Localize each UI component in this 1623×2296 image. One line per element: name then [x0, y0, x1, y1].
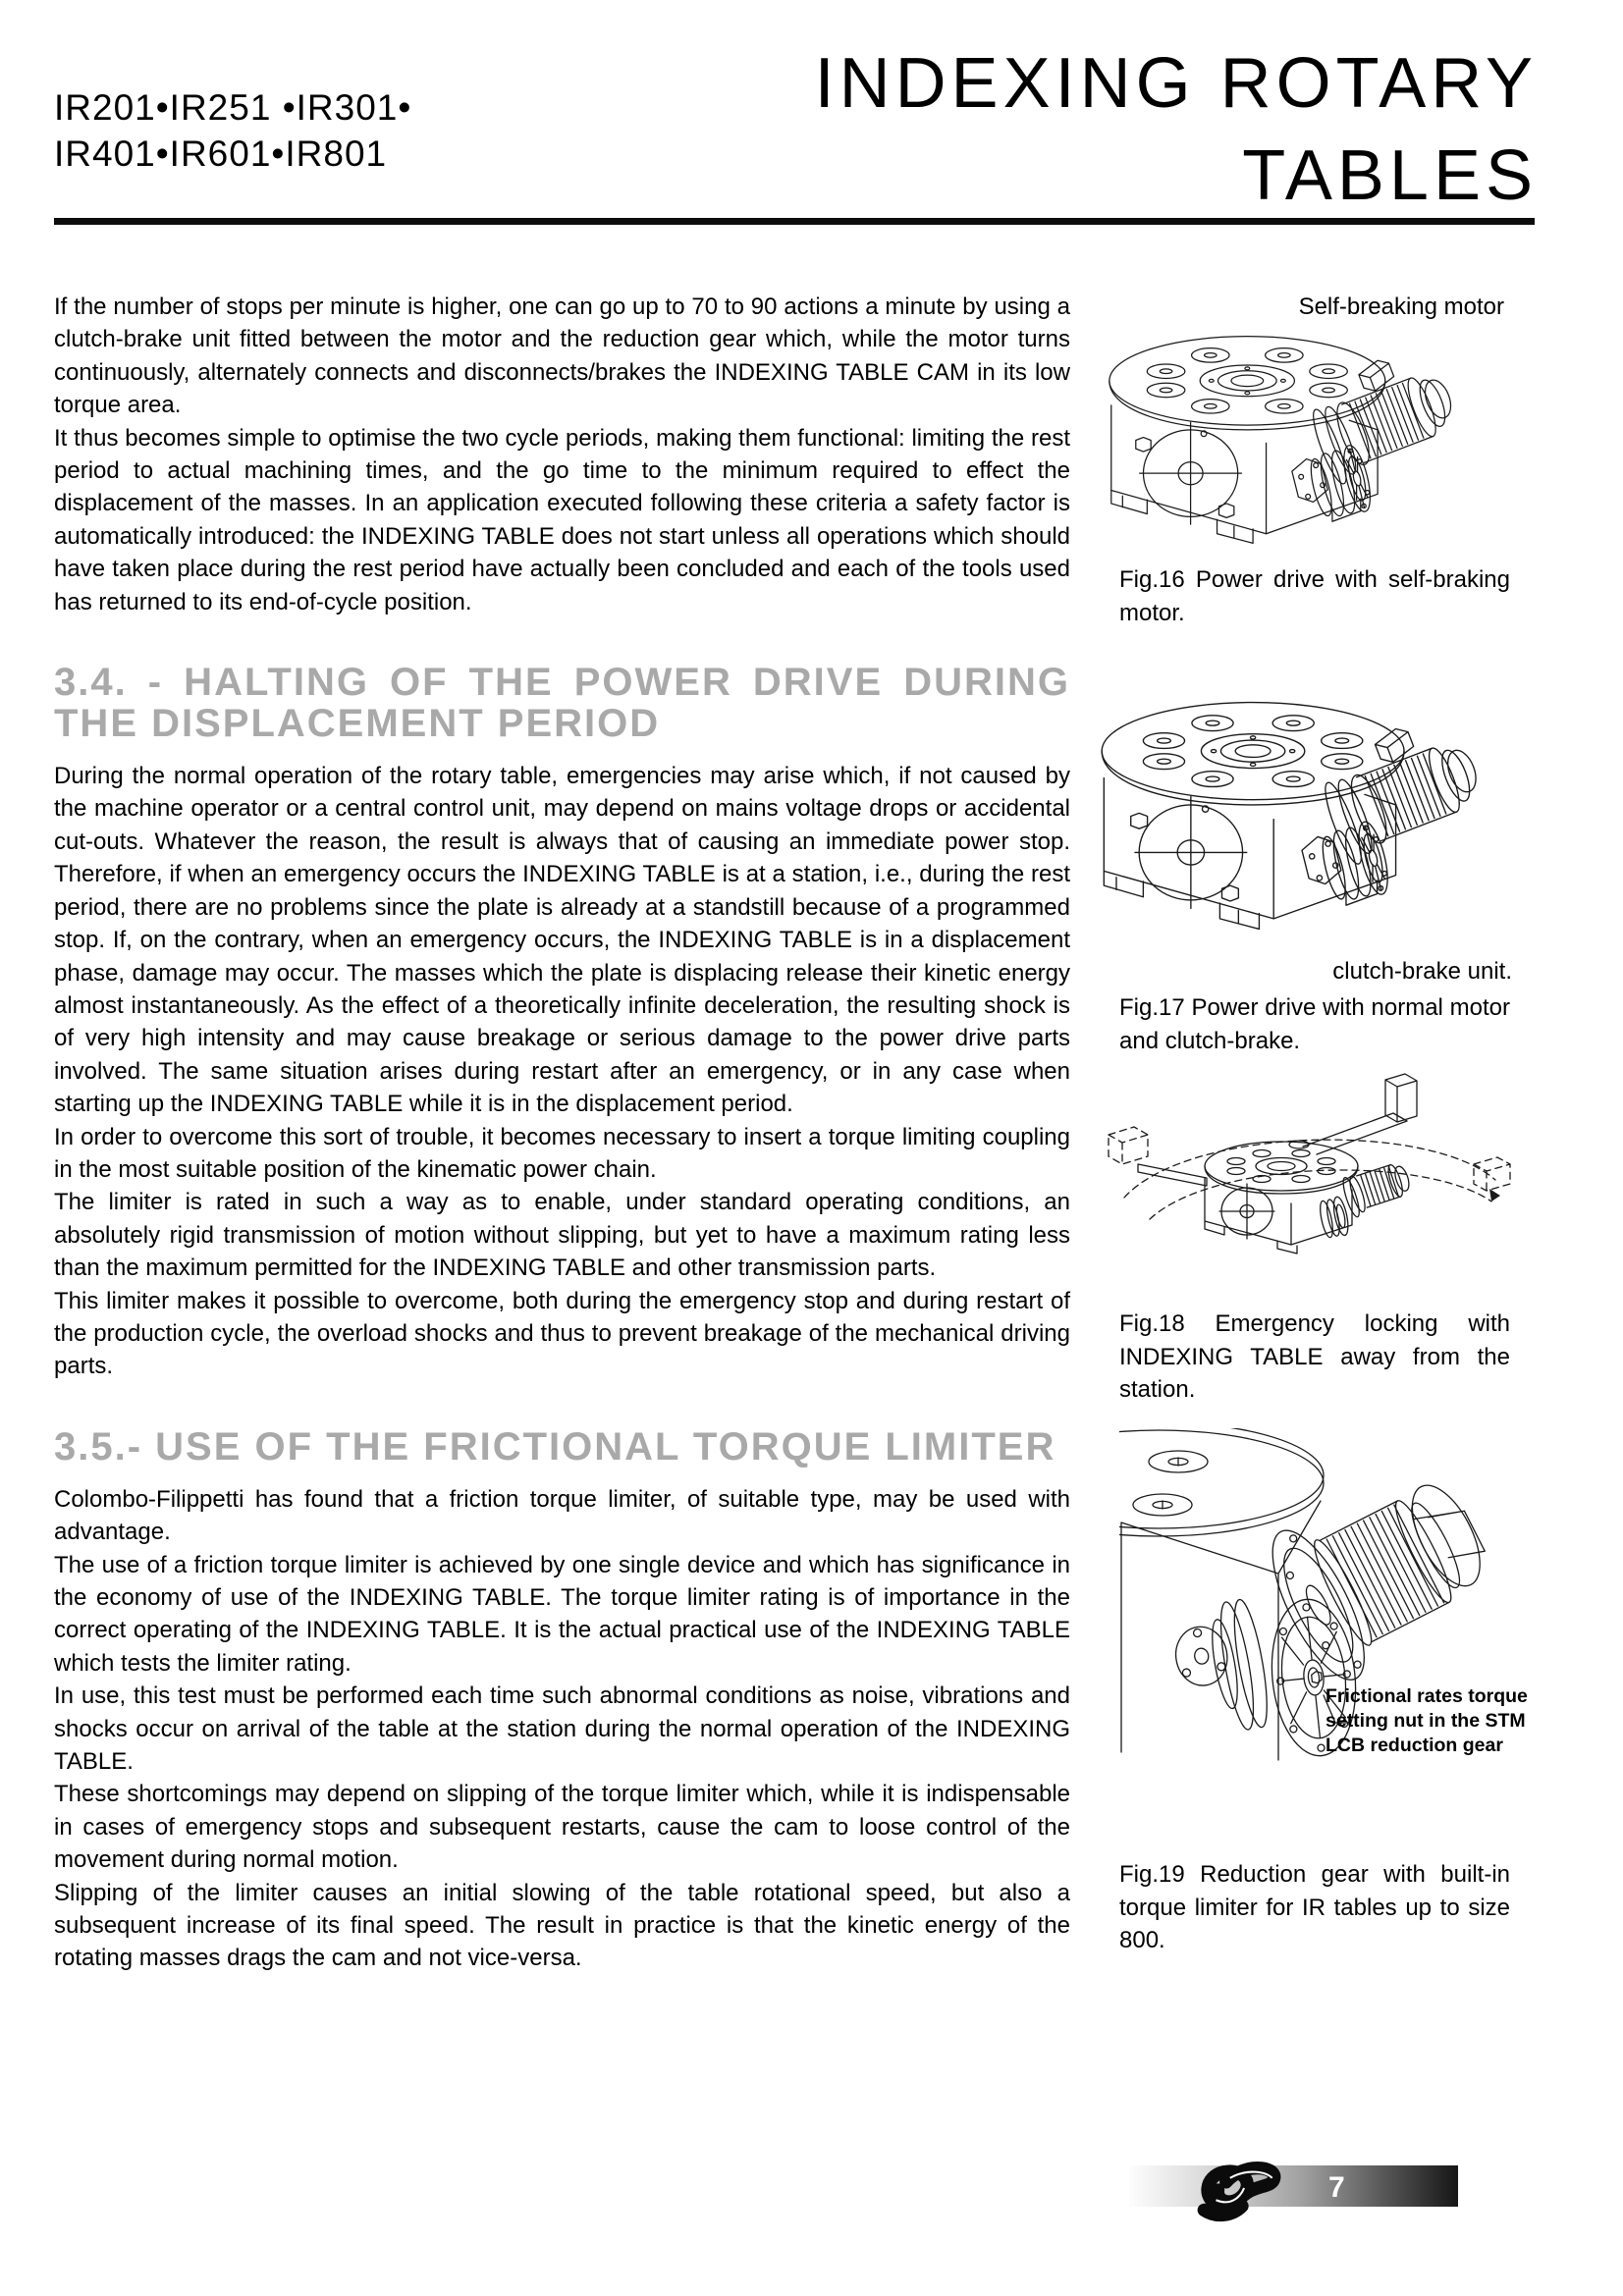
- fig19-annotation: Frictional rates torque setting nut in the STM LCB reduction gear: [1325, 1685, 1528, 1756]
- section-3-4-paragraph: In order to overcome this sort of trouble, it becomes necessary to insert a torque limiting coupling in the most suitable position of the kinematic power chain.: [54, 1123, 1070, 1183]
- intro-paragraph: It thus becomes simple to optimise the two cycle periods, making them functional: limiting the rest period to actual machining times, and the go time to the minimum required to effect the displacement of the masses. In an application executed following these criteria a safety factor is automatically introduced: the INDEXING TABLE does not start unless all operations which should have taken place during the rest period have actually been concluded and each of the tools used has returned to its end-of-cycle position.: [54, 424, 1070, 615]
- section-3-4-paragraph: This limiter makes it possible to overcome, both during the emergency stop and during restart of the production cycle, the overload shocks and thus to prevent breakage of the mechanical driving parts.: [54, 1287, 1070, 1380]
- section-heading-3-4: 3.4. - HALTING OF THE POWER DRIVE DURING THE DISPLACEMENT PERIOD: [54, 661, 1070, 746]
- intro-paragraph: If the number of stops per minute is higher, one can go up to 70 to 90 actions a minute by using a clutch-brake unit fitted between the motor and the reduction gear which, while the motor turns continuously, alternately connects and disconnects/brakes the INDEXING TABLE CAM in its low torque area.: [54, 294, 1070, 419]
- fig19-caption: Fig.19 Reduction gear with built-in torque limiter for IR tables up to size 800.: [1119, 1861, 1510, 1953]
- section-3-4-paragraph: During the normal operation of the rotary table, emergencies may arise which, if not caused by the machine operator or a central control unit, may depend on mains voltage drops or accidental cut-outs. Whatever the reason, the result is always that of causing an immediate power stop. Therefore, if when an emergency occurs the INDEXING TABLE is at a station, i.e., during the rest period, there are no problems since the plate is already at a standstill because of a programmed stop. If, on the contrary, when an emergency occurs, the INDEXING TABLE is in a displacement phase, damage may occur. The masses which the plate is displacing release their kinetic energy almost instantaneously. As the effect of a theoretically infinite deceleration, the resulting shock is of very high intensity and may cause breakage or serious damage to the power drive parts involved. The same situation arises during restart after an emergency, or in any case when starting up the INDEXING TABLE while it is in the displacement period.: [54, 763, 1070, 1118]
- model-codes-line2: IR401•IR601•IR801: [54, 133, 388, 174]
- section-3-5-paragraph: In use, this test must be performed each time such abnormal conditions as noise, vibrations and shocks occur on arrival of the table at the station during the normal operation of the INDEXING TABLE.: [54, 1682, 1070, 1776]
- fig18-drawing-emergency-locking: [1095, 1072, 1527, 1296]
- fig16-label: Self-breaking motor: [1298, 294, 1504, 320]
- fig17-label: clutch-brake unit.: [1332, 958, 1512, 985]
- model-codes-line1: IR201•IR251 •IR301•: [54, 87, 412, 128]
- fig16-caption: Fig.16 Power drive with self-braking motor.: [1119, 566, 1510, 626]
- section-3-5-paragraph: The use of a friction torque limiter is achieved by one single device and which has significance in the economy of use of the INDEXING TABLE. The torque limiter rating is of importance in the correct operating of the INDEXING TABLE. It is the actual practical use of the INDEXING TABLE which tests the limiter rating.: [54, 1551, 1070, 1677]
- model-codes: [54, 84, 411, 177]
- footer-gradient-bar: [1129, 2165, 1458, 2207]
- page-number: 7: [1328, 2171, 1345, 2204]
- fig16-drawing-rotary-table-self-braking-motor: [1106, 324, 1455, 556]
- page-title: [815, 37, 1538, 222]
- section-heading-3-5: 3.5.- USE OF THE FRICTIONAL TORQUE LIMITER: [54, 1424, 1056, 1468]
- fig17-caption: Fig.17 Power drive with normal motor and clutch-brake.: [1119, 994, 1510, 1054]
- section-3-5-paragraph: Slipping of the limiter causes an initial slowing of the table rotational speed, but also a subsequent increase of its final speed. The result in practice is that the kinetic energy of the rotating masses drags the cam and not vice-versa.: [54, 1879, 1070, 1972]
- main-text-column: [54, 291, 1070, 1975]
- section-3-5-paragraph: These shortcomings may depend on slipping of the torque limiter which, while it is indispensable in cases of emergency stops and subsequent restarts, cause the cam to loose control of the movement during normal motion.: [54, 1781, 1070, 1874]
- fig17-drawing-rotary-table-clutch-brake: [1098, 682, 1481, 949]
- fig18-caption: Fig.18 Emergency locking with INDEXING TABLE away from the station.: [1119, 1310, 1510, 1403]
- header-divider: [54, 218, 1535, 225]
- section-3-4-paragraph: The limiter is rated in such a way as to enable, under standard operating conditions, an absolutely rigid transmission of motion without slipping, but yet to have a maximum rating less than the maximum permitted for the INDEXING TABLE and other transmission parts.: [54, 1189, 1070, 1282]
- page-title-line2: TABLES: [1242, 136, 1538, 215]
- company-knot-logo-icon: [1192, 2154, 1288, 2222]
- page-title-line1: INDEXING ROTARY: [814, 44, 1538, 123]
- section-3-5-paragraph: Colombo-Filippetti has found that a friction torque limiter, of suitable type, may be used with advantage.: [54, 1485, 1070, 1546]
